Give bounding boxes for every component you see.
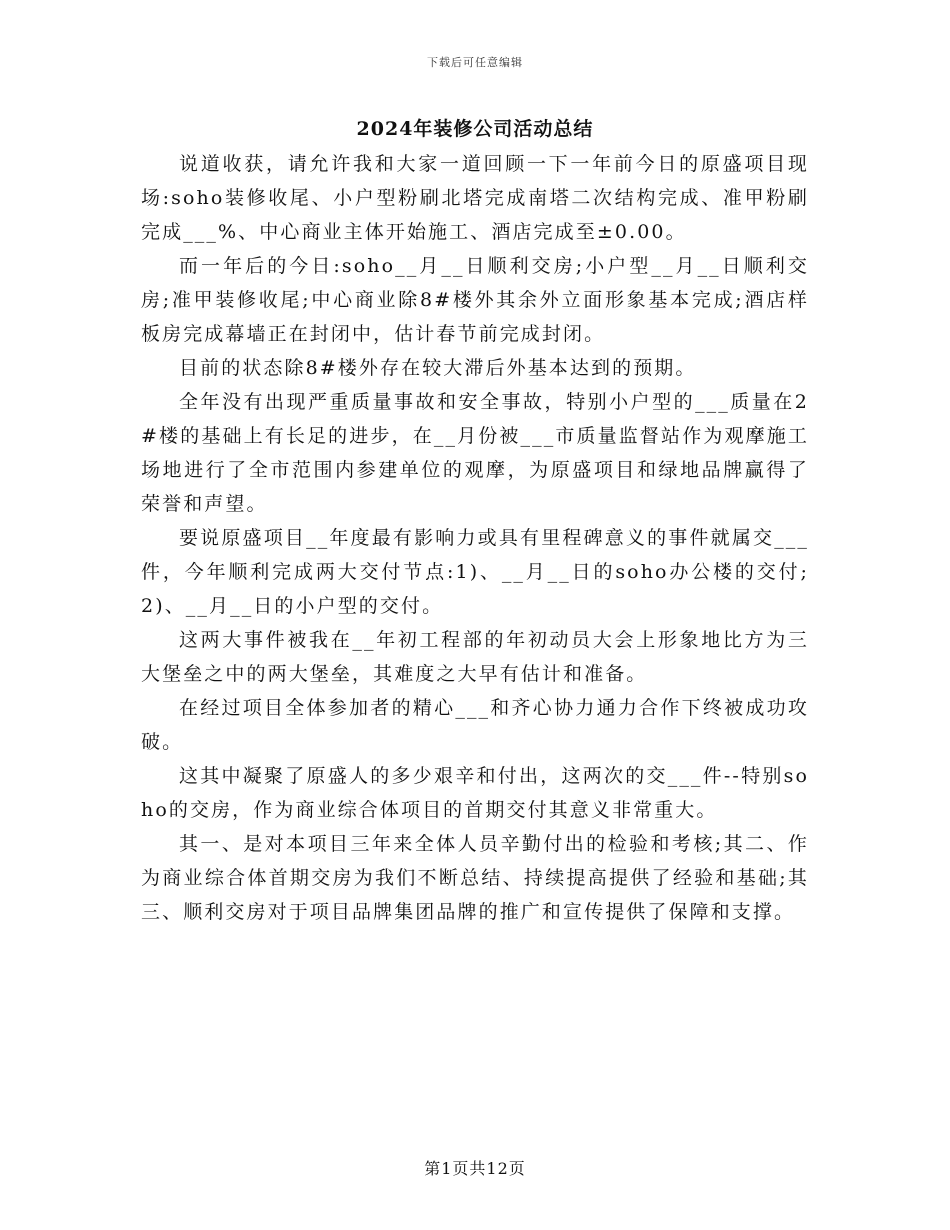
paragraph: 全年没有出现严重质量事故和安全事故，特别小户型的___质量在2#楼的基础上有长足的进步，在__月份被___市质量监督站作为观摩施工场地进行了全市范围内参建单位的观摩，为原盛项目和绿地品牌赢得了荣誉和声望。 [141,391,809,515]
paragraph: 要说原盛项目__年度最有影响力或具有里程碑意义的事件就属交___件，今年顺利完成两大交付节点:1)、__月__日的soho办公楼的交付;2)、__月__日的小户型的交付。 [141,527,809,617]
document-title: 2024年装修公司活动总结 [356,118,594,140]
paragraph: 其一、是对本项目三年来全体人员辛勤付出的检验和考核;其二、作为商业综合体首期交房为我们不断总结、持续提高提供了经验和基础;其三、顺利交房对于项目品牌集团品牌的推广和宣传提供了保障和支撑。 [141,833,809,923]
paragraph: 而一年后的今日:soho__月__日顺利交房;小户型__月__日顺利交房;准甲装修收尾;中心商业除8#楼外其余外立面形象基本完成;酒店样板房完成幕墙正在封闭中，估计春节前完成封闭。 [141,255,809,345]
paragraph: 这两大事件被我在__年初工程部的年初动员大会上形象地比方为三大堡垒之中的两大堡垒，其难度之大早有估计和准备。 [141,629,809,685]
header-note: 下载后可任意编辑 [427,56,523,69]
paragraph: 说道收获，请允许我和大家一道回顾一下一年前今日的原盛项目现场:soho装修收尾、小户型粉刷北塔完成南塔二次结构完成、准甲粉刷完成___%、中心商业主体开始施工、酒店完成至±0.00。 [141,153,809,243]
page-footer: 第1页共12页 [424,1159,526,1178]
paragraph: 目前的状态除8#楼外存在较大滞后外基本达到的预期。 [179,357,697,379]
paragraph: 这其中凝聚了原盛人的多少艰辛和付出，这两次的交___件--特别soho的交房，作为商业综合体项目的首期交付其意义非常重大。 [141,765,809,821]
paragraph: 在经过项目全体参加者的精心___和齐心协力通力合作下终被成功攻破。 [141,697,809,753]
document-body [141,147,809,929]
